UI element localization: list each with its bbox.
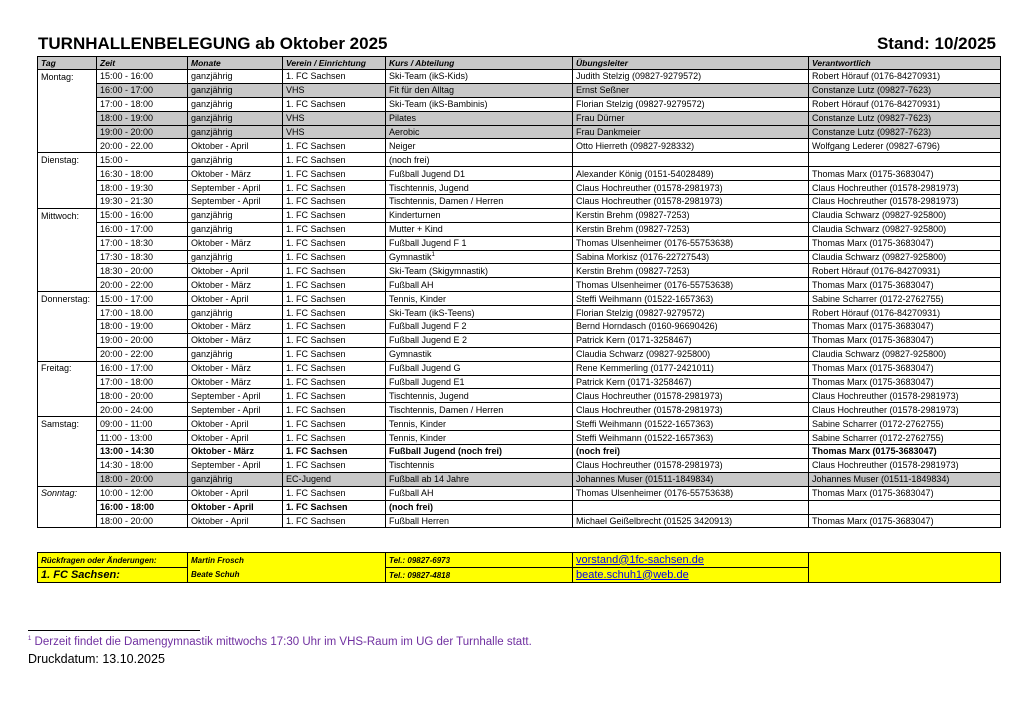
time-cell: 11:00 - 13:00: [97, 431, 188, 445]
trainer-cell: Kerstin Brehm (09827-7253): [573, 208, 809, 222]
table-row: [38, 222, 1001, 236]
time-cell: 17:00 - 18:00: [97, 375, 188, 389]
trainer-cell: Claus Hochreuther (01578-2981973): [573, 181, 809, 195]
club-cell: 1. FC Sachsen: [283, 306, 386, 320]
contact-tel-1: Tel.: 09827-6973: [386, 553, 573, 568]
table-row: [38, 167, 1001, 181]
trainer-cell: Steffi Weihmann (01522-1657363): [573, 417, 809, 431]
day-cell: [38, 306, 97, 320]
course-cell: Neiger: [386, 139, 573, 153]
table-row: [38, 431, 1001, 445]
club-cell: 1. FC Sachsen: [283, 514, 386, 528]
contact-row-1: [38, 553, 1001, 568]
time-cell: 20:00 - 22:00: [97, 347, 188, 361]
responsible-cell: Claudia Schwarz (09827-925800): [809, 222, 1001, 236]
club-cell: 1. FC Sachsen: [283, 195, 386, 209]
responsible-cell: Thomas Marx (0175-3683047): [809, 375, 1001, 389]
table-row: [38, 264, 1001, 278]
responsible-cell: Thomas Marx (0175-3683047): [809, 333, 1001, 347]
contact-person-1: Martin Frosch: [191, 555, 244, 565]
course-cell: [386, 250, 573, 264]
trainer-cell: Patrick Kern (0171-3258467): [573, 333, 809, 347]
col-header-tag: Tag: [38, 57, 97, 70]
responsible-cell: Robert Hörauf (0176-84270931): [809, 97, 1001, 111]
trainer-cell: Steffi Weihmann (01522-1657363): [573, 292, 809, 306]
time-cell: 13:00 - 14:30: [97, 445, 188, 459]
col-header-uebungsleiter: Übungsleiter: [573, 57, 809, 70]
time-cell: 18:30 - 20:00: [97, 264, 188, 278]
day-cell: [38, 222, 97, 236]
day-cell: [38, 389, 97, 403]
trainer-cell: Claus Hochreuther (01578-2981973): [573, 403, 809, 417]
trainer-cell: Kerstin Brehm (09827-7253): [573, 264, 809, 278]
time-cell: 16:00 - 17:00: [97, 222, 188, 236]
months-cell: Oktober - April: [188, 514, 283, 528]
table-row: [38, 472, 1001, 486]
months-cell: Oktober - April: [188, 431, 283, 445]
club-cell: 1. FC Sachsen: [283, 222, 386, 236]
day-cell: [38, 320, 97, 334]
trainer-cell: Claus Hochreuther (01578-2981973): [573, 458, 809, 472]
club-cell: EC-Jugend: [283, 472, 386, 486]
time-cell: 15:00 - 16:00: [97, 208, 188, 222]
day-cell: [38, 97, 97, 111]
months-cell: Oktober - März: [188, 445, 283, 459]
table-row: [38, 403, 1001, 417]
club-cell: 1. FC Sachsen: [283, 139, 386, 153]
course-cell: Mutter + Kind: [386, 222, 573, 236]
table-row: [38, 236, 1001, 250]
course-cell: Fußball Herren: [386, 514, 573, 528]
trainer-cell: [573, 500, 809, 514]
trainer-cell: Kerstin Brehm (09827-7253): [573, 222, 809, 236]
table-row: [38, 83, 1001, 97]
course-cell: (noch frei): [386, 153, 573, 167]
trainer-cell: Ernst Seßner: [573, 83, 809, 97]
months-cell: Oktober - März: [188, 361, 283, 375]
responsible-cell: Wolfgang Lederer (09827-6796): [809, 139, 1001, 153]
course-cell: Fit für den Alltag: [386, 83, 573, 97]
club-cell: VHS: [283, 125, 386, 139]
club-cell: 1. FC Sachsen: [283, 389, 386, 403]
months-cell: Oktober - März: [188, 167, 283, 181]
table-row: [38, 361, 1001, 375]
table-row: [38, 111, 1001, 125]
day-cell: [38, 431, 97, 445]
trainer-cell: Thomas Ulsenheimer (0176-55753638): [573, 236, 809, 250]
time-cell: 18:00 - 20:00: [97, 389, 188, 403]
responsible-cell: Claus Hochreuther (01578-2981973): [809, 195, 1001, 209]
day-cell: [38, 514, 97, 528]
months-cell: Oktober - März: [188, 333, 283, 347]
table-row: [38, 139, 1001, 153]
time-cell: 18:00 - 19:30: [97, 181, 188, 195]
table-row: [38, 514, 1001, 528]
course-cell: Fußball Jugend E 2: [386, 333, 573, 347]
trainer-cell: Claus Hochreuther (01578-2981973): [573, 195, 809, 209]
trainer-cell: Claus Hochreuther (01578-2981973): [573, 389, 809, 403]
months-cell: September - April: [188, 181, 283, 195]
time-cell: 18:00 - 19:00: [97, 111, 188, 125]
trainer-cell: Michael Geißelbrecht (01525 3420913): [573, 514, 809, 528]
club-cell: 1. FC Sachsen: [283, 181, 386, 195]
club-cell: 1. FC Sachsen: [283, 167, 386, 181]
table-row: [38, 292, 1001, 306]
responsible-cell: Robert Hörauf (0176-84270931): [809, 264, 1001, 278]
course-cell: Tennis, Kinder: [386, 292, 573, 306]
trainer-cell: Otto Hierreth (09827-928332): [573, 139, 809, 153]
responsible-cell: Sabine Scharrer (0172-2762755): [809, 417, 1001, 431]
table-row: [38, 70, 1001, 84]
trainer-cell: Judith Stelzig (09827-9279572): [573, 70, 809, 84]
responsible-cell: Thomas Marx (0175-3683047): [809, 486, 1001, 500]
day-cell: [38, 333, 97, 347]
months-cell: Oktober - April: [188, 264, 283, 278]
table-row: [38, 320, 1001, 334]
course-cell: Gymnastik: [386, 347, 573, 361]
contact-tel-2: Tel.: 09827-4818: [386, 568, 573, 583]
course-cell: Ski-Team (ikS-Bambinis): [386, 97, 573, 111]
time-cell: 10:00 - 12:00: [97, 486, 188, 500]
table-row: [38, 486, 1001, 500]
responsible-cell: Johannes Muser (01511-1849834): [809, 472, 1001, 486]
contact-persons: [188, 553, 386, 583]
responsible-cell: Claudia Schwarz (09827-925800): [809, 250, 1001, 264]
contact-box: [37, 552, 1001, 583]
months-cell: Oktober - April: [188, 417, 283, 431]
months-cell: ganzjährig: [188, 83, 283, 97]
course-cell: Tennis, Kinder: [386, 431, 573, 445]
course-cell: Fußball Jugend D1: [386, 167, 573, 181]
col-header-monate: Monate: [188, 57, 283, 70]
print-date: Druckdatum: 13.10.2025: [28, 652, 165, 666]
day-cell: [38, 125, 97, 139]
months-cell: Oktober - April: [188, 292, 283, 306]
schedule-table: [37, 56, 1001, 528]
months-cell: ganzjährig: [188, 153, 283, 167]
day-cell: Montag:: [38, 70, 97, 84]
time-cell: 20:00 - 22:00: [97, 278, 188, 292]
months-cell: ganzjährig: [188, 70, 283, 84]
responsible-cell: Thomas Marx (0175-3683047): [809, 278, 1001, 292]
day-cell: [38, 347, 97, 361]
day-cell: [38, 83, 97, 97]
responsible-cell: Sabine Scharrer (0172-2762755): [809, 431, 1001, 445]
club-cell: 1. FC Sachsen: [283, 500, 386, 514]
course-cell: Fußball AH: [386, 486, 573, 500]
months-cell: ganzjährig: [188, 472, 283, 486]
course-cell: Ski-Team (ikS-Kids): [386, 70, 573, 84]
trainer-cell: Bernd Horndasch (0160-96690426): [573, 320, 809, 334]
time-cell: 14:30 - 18:00: [97, 458, 188, 472]
footnote-ref: 1: [431, 252, 435, 259]
day-cell: [38, 264, 97, 278]
table-row: [38, 125, 1001, 139]
responsible-cell: Thomas Marx (0175-3683047): [809, 320, 1001, 334]
time-cell: 18:00 - 20:00: [97, 514, 188, 528]
course-cell: Fußball Jugend E1: [386, 375, 573, 389]
table-row: [38, 458, 1001, 472]
responsible-cell: Claus Hochreuther (01578-2981973): [809, 181, 1001, 195]
time-cell: 18:00 - 19:00: [97, 320, 188, 334]
time-cell: 09:00 - 11:00: [97, 417, 188, 431]
club-cell: 1. FC Sachsen: [283, 458, 386, 472]
day-cell: [38, 458, 97, 472]
footnote-divider: [28, 630, 200, 631]
responsible-cell: Thomas Marx (0175-3683047): [809, 361, 1001, 375]
day-cell: [38, 250, 97, 264]
time-cell: 17:30 - 18:30: [97, 250, 188, 264]
email-link-2[interactable]: beate.schuh1@web.de: [573, 568, 809, 583]
club-cell: 1. FC Sachsen: [283, 278, 386, 292]
responsible-cell: [809, 153, 1001, 167]
trainer-cell: Rene Kemmerling (0177-2421011): [573, 361, 809, 375]
months-cell: September - April: [188, 458, 283, 472]
table-row: [38, 333, 1001, 347]
responsible-cell: Thomas Marx (0175-3683047): [809, 236, 1001, 250]
trainer-cell: Claudia Schwarz (09827-925800): [573, 347, 809, 361]
responsible-cell: Claudia Schwarz (09827-925800): [809, 208, 1001, 222]
col-header-verantwortlich: Verantwortlich: [809, 57, 1001, 70]
day-cell: [38, 195, 97, 209]
club-cell: 1. FC Sachsen: [283, 361, 386, 375]
time-cell: 15:00 - 16:00: [97, 70, 188, 84]
club-cell: 1. FC Sachsen: [283, 97, 386, 111]
club-cell: 1. FC Sachsen: [283, 208, 386, 222]
day-cell: Mittwoch:: [38, 208, 97, 222]
months-cell: September - April: [188, 389, 283, 403]
day-cell: Donnerstag:: [38, 292, 97, 306]
time-cell: 16:00 - 17:00: [97, 83, 188, 97]
club-cell: 1. FC Sachsen: [283, 486, 386, 500]
day-cell: [38, 278, 97, 292]
day-cell: [38, 472, 97, 486]
course-cell: Pilates: [386, 111, 573, 125]
table-header-row: [38, 57, 1001, 70]
months-cell: ganzjährig: [188, 97, 283, 111]
table-row: [38, 389, 1001, 403]
time-cell: 15:00 -: [97, 153, 188, 167]
trainer-cell: Florian Stelzig (09827-9279572): [573, 97, 809, 111]
table-row: [38, 306, 1001, 320]
course-cell: Fußball ab 14 Jahre: [386, 472, 573, 486]
course-cell: Tischtennis: [386, 458, 573, 472]
months-cell: Oktober - März: [188, 236, 283, 250]
time-cell: 16:00 - 17:00: [97, 361, 188, 375]
months-cell: September - April: [188, 195, 283, 209]
day-cell: Samstag:: [38, 417, 97, 431]
club-cell: 1. FC Sachsen: [283, 445, 386, 459]
time-cell: 15:00 - 17:00: [97, 292, 188, 306]
months-cell: Oktober - März: [188, 320, 283, 334]
day-cell: [38, 139, 97, 153]
club-cell: 1. FC Sachsen: [283, 431, 386, 445]
trainer-cell: Frau Dürner: [573, 111, 809, 125]
time-cell: 20:00 - 24:00: [97, 403, 188, 417]
trainer-cell: [573, 153, 809, 167]
day-cell: [38, 181, 97, 195]
day-cell: [38, 167, 97, 181]
club-cell: 1. FC Sachsen: [283, 333, 386, 347]
months-cell: Oktober - April: [188, 139, 283, 153]
day-cell: [38, 403, 97, 417]
day-cell: [38, 445, 97, 459]
time-cell: 18:00 - 20:00: [97, 472, 188, 486]
club-cell: 1. FC Sachsen: [283, 403, 386, 417]
title-bar: [38, 34, 996, 56]
time-cell: 17:00 - 18:00: [97, 97, 188, 111]
club-cell: VHS: [283, 83, 386, 97]
course-cell: Fußball Jugend F 1: [386, 236, 573, 250]
footnote-mark: 1: [28, 636, 32, 643]
table-row: [38, 153, 1001, 167]
responsible-cell: Claudia Schwarz (09827-925800): [809, 347, 1001, 361]
months-cell: ganzjährig: [188, 111, 283, 125]
trainer-cell: (noch frei): [573, 445, 809, 459]
course-cell: Tischtennis, Damen / Herren: [386, 195, 573, 209]
footnote: [28, 636, 532, 648]
day-cell: Dienstag:: [38, 153, 97, 167]
course-cell: Fußball Jugend G: [386, 361, 573, 375]
trainer-cell: Thomas Ulsenheimer (0176-55753638): [573, 486, 809, 500]
trainer-cell: Thomas Ulsenheimer (0176-55753638): [573, 278, 809, 292]
schedule-body: [38, 70, 1001, 528]
contact-club: 1. FC Sachsen:: [38, 568, 188, 583]
contact-person-2: Beate Schuh: [191, 569, 240, 579]
course-cell: Kinderturnen: [386, 208, 573, 222]
time-cell: 16:30 - 18:00: [97, 167, 188, 181]
months-cell: ganzjährig: [188, 250, 283, 264]
responsible-cell: Constanze Lutz (09827-7623): [809, 83, 1001, 97]
trainer-cell: Frau Dankmeier: [573, 125, 809, 139]
day-cell: [38, 500, 97, 514]
time-cell: 17:00 - 18.00: [97, 306, 188, 320]
table-row: [38, 208, 1001, 222]
table-row: [38, 417, 1001, 431]
col-header-kurs: Kurs / Abteilung: [386, 57, 573, 70]
table-row: [38, 375, 1001, 389]
table-row: [38, 445, 1001, 459]
contact-label: Rückfragen oder Änderungen:: [38, 553, 188, 568]
time-cell: 17:00 - 18:30: [97, 236, 188, 250]
responsible-cell: Claus Hochreuther (01578-2981973): [809, 403, 1001, 417]
table-row: [38, 250, 1001, 264]
club-cell: 1. FC Sachsen: [283, 417, 386, 431]
day-cell: Freitag:: [38, 361, 97, 375]
responsible-cell: Thomas Marx (0175-3683047): [809, 514, 1001, 528]
course-cell: Tischtennis, Jugend: [386, 389, 573, 403]
club-cell: 1. FC Sachsen: [283, 347, 386, 361]
responsible-cell: Thomas Marx (0175-3683047): [809, 167, 1001, 181]
table-row: [38, 500, 1001, 514]
responsible-cell: Sabine Scharrer (0172-2762755): [809, 292, 1001, 306]
months-cell: Oktober - März: [188, 278, 283, 292]
time-cell: 19:00 - 20:00: [97, 333, 188, 347]
table-row: [38, 195, 1001, 209]
day-cell: [38, 375, 97, 389]
months-cell: Oktober - März: [188, 375, 283, 389]
months-cell: ganzjährig: [188, 208, 283, 222]
page-title: TURNHALLENBELEGUNG ab Oktober 2025: [38, 34, 388, 53]
stand-label: Stand: 10/2025: [876, 34, 996, 53]
responsible-cell: Thomas Marx (0175-3683047): [809, 445, 1001, 459]
months-cell: ganzjährig: [188, 347, 283, 361]
trainer-cell: Johannes Muser (01511-1849834): [573, 472, 809, 486]
day-cell: Sonntag:: [38, 486, 97, 500]
col-header-zeit: Zeit: [97, 57, 188, 70]
club-cell: 1. FC Sachsen: [283, 70, 386, 84]
table-row: [38, 97, 1001, 111]
responsible-cell: Constanze Lutz (09827-7623): [809, 125, 1001, 139]
course-cell: Fußball AH: [386, 278, 573, 292]
club-cell: 1. FC Sachsen: [283, 264, 386, 278]
time-cell: 16:00 - 18:00: [97, 500, 188, 514]
trainer-cell: Sabina Morkisz (0176-22727543): [573, 250, 809, 264]
course-cell: Fußball Jugend F 2: [386, 320, 573, 334]
table-row: [38, 181, 1001, 195]
day-cell: [38, 236, 97, 250]
club-cell: 1. FC Sachsen: [283, 250, 386, 264]
course-cell: Tischtennis, Damen / Herren: [386, 403, 573, 417]
course-cell: Tischtennis, Jugend: [386, 181, 573, 195]
months-cell: ganzjährig: [188, 222, 283, 236]
responsible-cell: [809, 500, 1001, 514]
months-cell: Oktober - April: [188, 500, 283, 514]
course-cell: Tennis, Kinder: [386, 417, 573, 431]
trainer-cell: Steffi Weihmann (01522-1657363): [573, 431, 809, 445]
course-cell: Aerobic: [386, 125, 573, 139]
time-cell: 19:00 - 20:00: [97, 125, 188, 139]
course-cell: (noch frei): [386, 500, 573, 514]
course-cell: Ski-Team (Skigymnastik): [386, 264, 573, 278]
months-cell: September - April: [188, 403, 283, 417]
club-cell: 1. FC Sachsen: [283, 320, 386, 334]
contact-empty-cell: [809, 553, 1001, 583]
responsible-cell: Robert Hörauf (0176-84270931): [809, 306, 1001, 320]
club-cell: 1. FC Sachsen: [283, 153, 386, 167]
trainer-cell: Florian Stelzig (09827-9279572): [573, 306, 809, 320]
course-text: Gymnastik: [389, 252, 432, 263]
trainer-cell: Alexander König (0151-54028489): [573, 167, 809, 181]
time-cell: 20:00 - 22.00: [97, 139, 188, 153]
footnote-text: Derzeit findet die Damengymnastik mittwochs 17:30 Uhr im VHS-Raum im UG der Turnhalle statt.: [31, 636, 532, 648]
table-row: [38, 347, 1001, 361]
course-cell: Ski-Team (ikS-Teens): [386, 306, 573, 320]
club-cell: 1. FC Sachsen: [283, 236, 386, 250]
trainer-cell: Patrick Kern (0171-3258467): [573, 375, 809, 389]
club-cell: 1. FC Sachsen: [283, 292, 386, 306]
months-cell: ganzjährig: [188, 306, 283, 320]
responsible-cell: Robert Hörauf (0176-84270931): [809, 70, 1001, 84]
responsible-cell: Claus Hochreuther (01578-2981973): [809, 389, 1001, 403]
time-cell: 19:30 - 21:30: [97, 195, 188, 209]
col-header-verein: Verein / Einrichtung: [283, 57, 386, 70]
responsible-cell: Constanze Lutz (09827-7623): [809, 111, 1001, 125]
email-link-1[interactable]: vorstand@1fc-sachsen.de: [573, 553, 809, 568]
day-cell: [38, 111, 97, 125]
months-cell: ganzjährig: [188, 125, 283, 139]
club-cell: 1. FC Sachsen: [283, 375, 386, 389]
table-row: [38, 278, 1001, 292]
responsible-cell: Claus Hochreuther (01578-2981973): [809, 458, 1001, 472]
club-cell: VHS: [283, 111, 386, 125]
months-cell: Oktober - April: [188, 486, 283, 500]
course-cell: Fußball Jugend (noch frei): [386, 445, 573, 459]
